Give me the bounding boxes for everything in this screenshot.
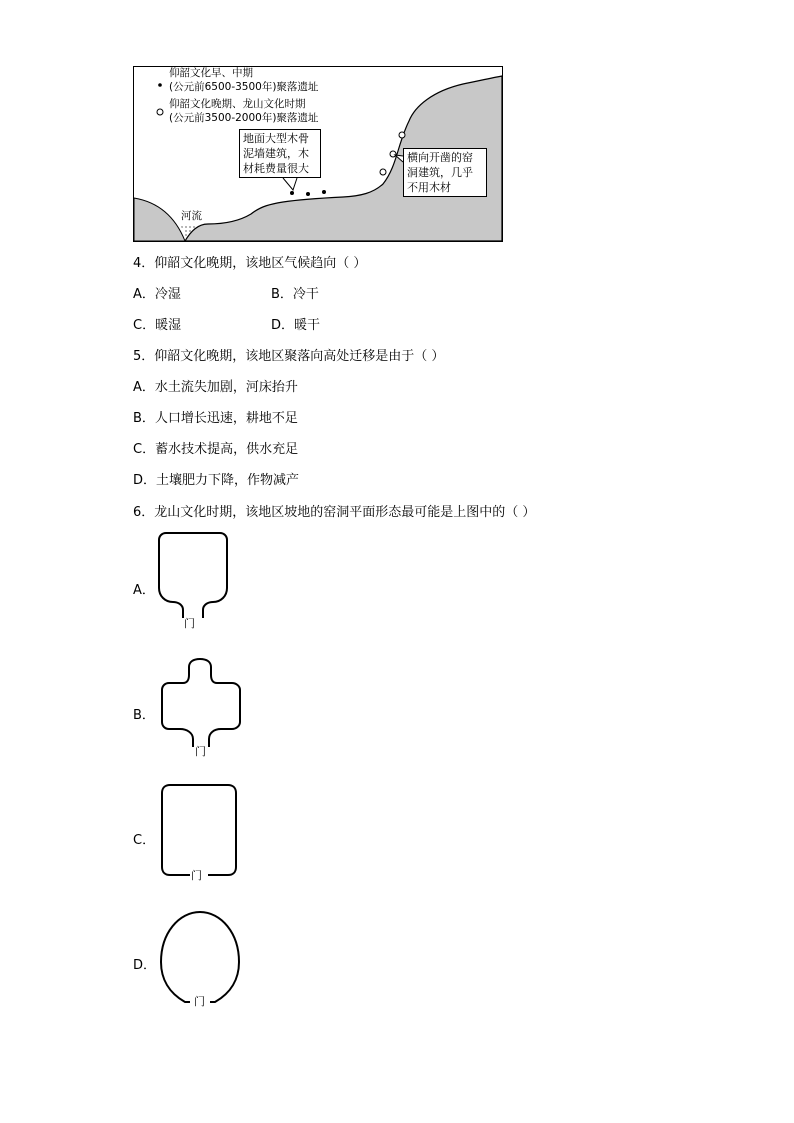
q6-shape-d[interactable] <box>155 907 245 1005</box>
legend-circle-icon <box>157 109 163 115</box>
q5-option-a[interactable]: A．水土流失加剧，河床抬升 <box>133 380 298 395</box>
legend-dot-icon <box>158 83 162 87</box>
legend-circle-label: 仰韶文化晚期、龙山文化时期 <box>169 98 306 110</box>
q6-shape-b[interactable] <box>155 655 247 750</box>
q5-option-b[interactable]: B．人口增长迅速，耕地不足 <box>133 411 298 426</box>
legend-circle-dates: (公元前3500-2000年)聚落遗址 <box>169 112 319 124</box>
q6-shape-c-door: 门 <box>191 869 202 882</box>
q6-option-b-label[interactable]: B． <box>133 708 155 723</box>
q6-option-d-label[interactable]: D． <box>133 958 157 973</box>
early-settlement-dot <box>290 191 294 195</box>
q4-option-b[interactable]: B．冷干 <box>271 287 319 302</box>
question-6: 6．龙山文化时期，该地区坡地的窑洞平面形态最可能是上图中的（ ） <box>133 505 536 520</box>
callout-left: 地面大型木骨泥墙建筑，木材耗费量很大 <box>239 129 321 178</box>
q6-shape-b-door: 门 <box>195 745 206 758</box>
q5-option-c[interactable]: C．蓄水技术提高，供水充足 <box>133 442 299 457</box>
late-settlement-circle <box>390 151 396 157</box>
question-4: 4．仰韶文化晚期，该地区气候趋向（ ） <box>133 256 367 271</box>
early-settlement-dot <box>306 192 310 196</box>
callout-right: 横向开凿的窑洞建筑，几乎不用木材 <box>403 148 487 197</box>
early-settlement-dot <box>322 190 326 194</box>
q6-option-c-label[interactable]: C． <box>133 833 156 848</box>
question-5: 5．仰韶文化晚期，该地区聚落向高处迁移是由于（ ） <box>133 349 445 364</box>
legend-dot-dates: (公元前6500-3500年)聚落遗址 <box>169 81 319 93</box>
late-settlement-circle <box>380 169 386 175</box>
q6-shape-a[interactable] <box>155 530 235 622</box>
legend-dot-label: 仰韶文化早、中期 <box>169 67 253 79</box>
q4-option-d[interactable]: D．暖干 <box>271 318 321 333</box>
q6-shape-d-door: 门 <box>194 995 205 1008</box>
q6-shape-c[interactable] <box>155 782 240 878</box>
river-label: 河流 <box>181 210 202 222</box>
q6-shape-a-door: 门 <box>184 617 195 630</box>
settlement-diagram <box>133 66 503 242</box>
q4-option-c[interactable]: C．暖湿 <box>133 318 182 333</box>
late-settlement-circle <box>399 132 405 138</box>
q5-option-d[interactable]: D．土壤肥力下降，作物减产 <box>133 473 300 488</box>
q4-option-a[interactable]: A．冷湿 <box>133 287 181 302</box>
q6-option-a-label[interactable]: A． <box>133 583 155 598</box>
